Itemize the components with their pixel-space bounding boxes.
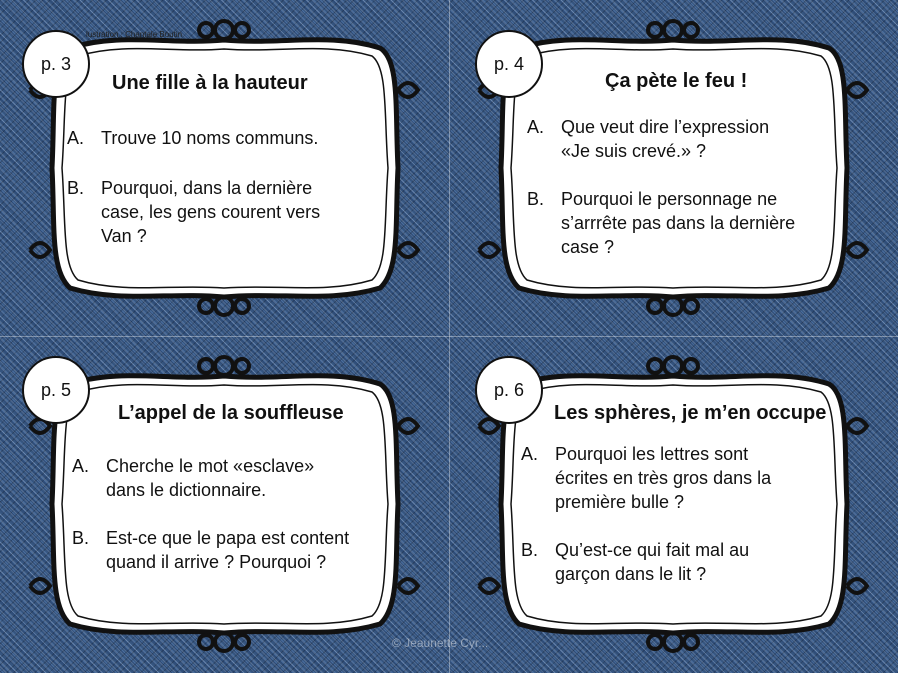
question-text	[555, 538, 749, 586]
question-line: Que veut dire l’expression	[561, 117, 770, 137]
card-title: Une fille à la hauteur	[112, 72, 308, 94]
illustration-credit: lustration : Chantale Boutin	[86, 30, 183, 39]
question-letter: B.	[72, 528, 90, 548]
question-line: Est-ce que le papa est content	[106, 528, 350, 548]
question-line: quand il arrive ? Pourquoi ?	[106, 552, 327, 572]
page-number-badge: p. 6	[475, 356, 543, 424]
question-line: case ?	[561, 237, 615, 257]
question-letter: A.	[521, 444, 539, 464]
card-title: Les sphères, je m’en occupe	[554, 402, 827, 424]
card-title: L’appel de la souffleuse	[118, 402, 344, 424]
question-item	[521, 442, 851, 514]
question-item	[521, 538, 851, 586]
question-item	[72, 526, 402, 574]
question-item	[527, 115, 857, 163]
question-line: première bulle ?	[555, 492, 685, 512]
question-line: dans le dictionnaire.	[106, 480, 267, 500]
question-letter: A.	[527, 117, 545, 137]
question-item	[72, 454, 402, 502]
question-text	[106, 526, 349, 574]
card-title: Ça pète le feu !	[605, 70, 748, 92]
page-number-badge: p. 4	[475, 30, 543, 98]
question-line: «Je suis crevé.» ?	[561, 141, 707, 161]
question-line: Qu’est-ce qui fait mal au	[555, 540, 750, 560]
task-card	[0, 336, 449, 672]
question-item	[67, 126, 397, 150]
question-text	[561, 115, 769, 163]
question-letter: A.	[72, 456, 90, 476]
question-text	[101, 126, 318, 150]
question-text	[101, 176, 320, 248]
task-card	[449, 0, 898, 336]
question-letter: B.	[521, 540, 539, 560]
question-text	[561, 187, 795, 259]
task-card	[449, 336, 898, 672]
task-card	[0, 0, 449, 336]
question-text	[555, 442, 771, 514]
question-item	[67, 176, 397, 248]
question-letter: B.	[67, 178, 85, 198]
question-letter: A.	[67, 128, 85, 148]
question-line: s’arrrête pas dans la dernière	[561, 213, 796, 233]
question-letter: B.	[527, 189, 545, 209]
page-number-badge: p. 5	[22, 356, 90, 424]
question-line: Pourquoi, dans la dernière	[101, 178, 313, 198]
question-line: Pourquoi les lettres sont	[555, 444, 749, 464]
question-line: Pourquoi le personnage ne	[561, 189, 778, 209]
copyright-credit: © Jeaunette Cyr...	[392, 636, 489, 650]
question-text	[106, 454, 314, 502]
question-item	[527, 187, 857, 259]
question-line: case, les gens courent vers	[101, 202, 321, 222]
page-number-badge: p. 3	[22, 30, 90, 98]
question-line: garçon dans le lit ?	[555, 564, 707, 584]
question-line: Cherche le mot «esclave»	[106, 456, 315, 476]
question-line: Trouve 10 noms communs.	[101, 128, 319, 148]
question-line: écrites en très gros dans la	[555, 468, 772, 488]
question-line: Van ?	[101, 226, 147, 246]
